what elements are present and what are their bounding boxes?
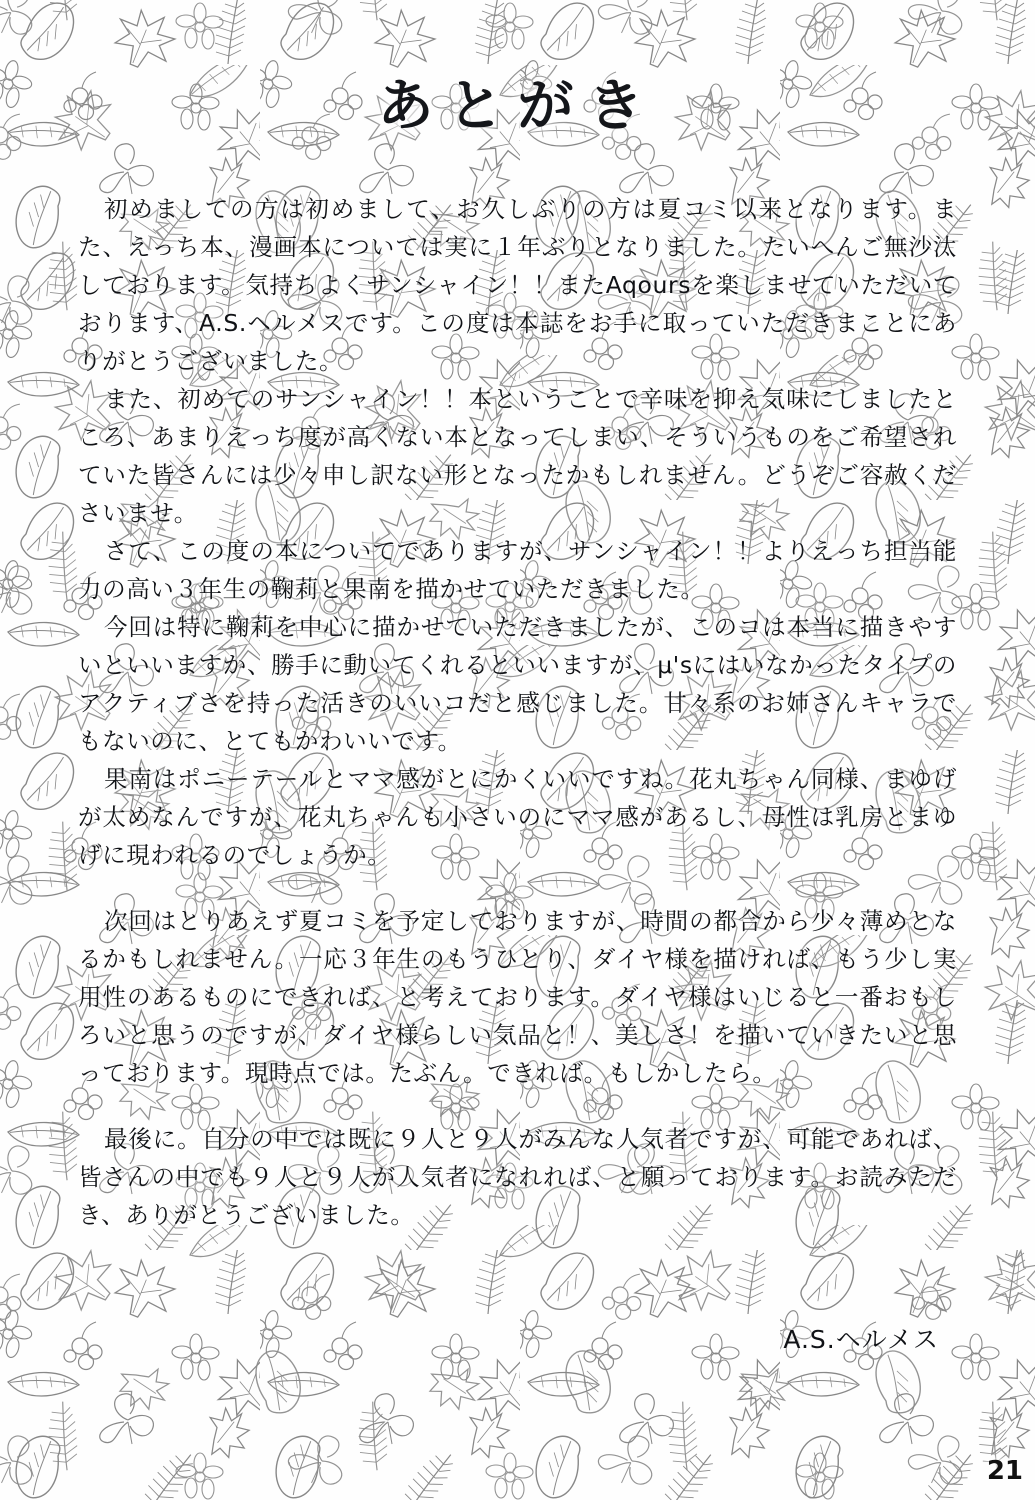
paragraph-1: 初めましての方は初めまして、お久しぶりの方は夏コミ以来となります。また、えっち本、漫画本については実に１年ぶりとなりました。たいへんご無沙汰しております。気持ちよくサンシャイン！！またAqoursを楽しませていただいております、A.S.ヘルメスです。この度は本誌をお手に取っていただきまことにありがとうございました。 — [78, 195, 957, 375]
afterword-text-body — [78, 190, 957, 1234]
paragraph-3: さて、この度の本についてでありますが、サンシャイン！！よりえっち担当能力の高い３年生の鞠莉と果南を描かせていただきました。 — [78, 537, 957, 603]
page-title: あとがき — [377, 73, 658, 139]
paragraph-7: 最後に。自分の中では既に９人と９人がみんな人気者ですが、可能であれば、皆さんの中でも９人と９人が人気者になれれば、と願っております。お読みただき、ありがとうございました。 — [78, 1125, 957, 1229]
paragraph-5: 果南はポニーテールとママ感がとにかくいいですね。花丸ちゃん同様、まゆげが太めなんですが、花丸ちゃんも小さいのにママ感があるし、母性は乳房とまゆげに現われるのでしょうか。 — [78, 765, 957, 869]
page-number: 21 — [986, 1456, 1023, 1486]
author-signature: A.S.ヘルメス — [783, 1325, 939, 1354]
paragraph-4: 今回は特に鞠莉を中心に描かせていただきましたが、このコは本当に描きやすいといいますか、勝手に動いてくれるといいますが、μ'sにはいなかったタイプのアクティブさを持った活きのいいコだと感じました。甘々系のお姉さんキャラでもないのに、とてもかわいいです。 — [78, 613, 957, 755]
paragraph-2: また、初めてのサンシャイン！！本ということで辛味を抑え気味にしましたところ、あまりえっち度が高くない本となってしまい、そういうものをご希望されていた皆さんには少々申し訳ない形となったかもしれません。どうぞご容赦くださいませ。 — [78, 385, 957, 527]
paragraph-6: 次回はとりあえず夏コミを予定しておりますが、時間の都合から少々薄めとなるかもしれません。一応３年生のもうひとり、ダイヤ様を描ければ、もう少し実用性のあるものにできれば、と考えております。ダイヤ様はいじると一番おもしろいと思うのですが、ダイヤ様らしい気品と！、美しさ！を描いていきたいと思っております。現時点では。たぶん。できれば。もしかしたら。 — [78, 907, 957, 1087]
